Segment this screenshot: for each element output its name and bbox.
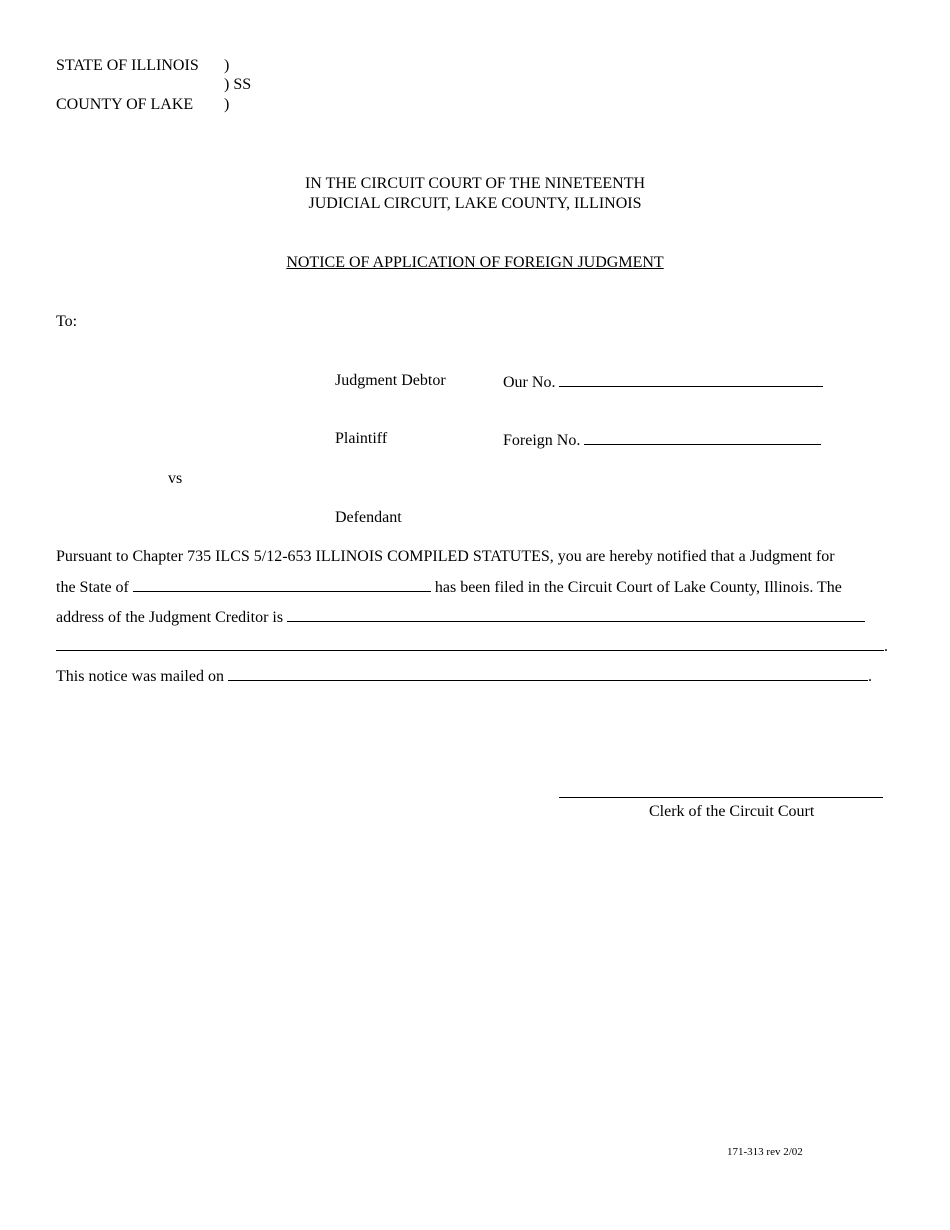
creditor-address-blank-2[interactable] [56, 635, 884, 651]
court-heading-line2: JUDICIAL CIRCUIT, LAKE COUNTY, ILLINOIS [308, 195, 642, 212]
foreign-no-label: Foreign No. [503, 432, 581, 449]
court-heading-line1: IN THE CIRCUIT COURT OF THE NINETEENTH [304, 175, 646, 192]
address-period: . [884, 638, 888, 655]
our-no-label: Our No. [503, 374, 556, 391]
state-of-blank[interactable] [133, 576, 431, 592]
address-prefix: address of the Judgment Creditor is [56, 609, 284, 626]
plaintiff-label: Plaintiff [335, 430, 388, 447]
our-no-blank[interactable] [559, 371, 823, 387]
body-line2 [56, 576, 894, 598]
to-label: To: [56, 313, 78, 330]
mailed-date-blank[interactable] [228, 665, 868, 681]
form-number: 171-313 rev 2/02 [727, 1146, 803, 1158]
document-title [0, 253, 950, 273]
venue-paren-bottom: ) [224, 96, 230, 113]
clerk-signature-line[interactable] [559, 782, 883, 798]
document-title-text: NOTICE OF APPLICATION OF FOREIGN JUDGMENT [286, 254, 664, 271]
body-line5 [56, 665, 894, 687]
our-no-field [503, 371, 823, 393]
creditor-address-blank[interactable] [287, 606, 865, 622]
state-prefix: the State of [56, 579, 129, 596]
state-suffix: has been filed in the Circuit Court of Lake County, Illinois. The [434, 579, 842, 596]
mailed-period: . [867, 668, 872, 685]
foreign-no-field [503, 429, 821, 451]
ss-label: ) SS [224, 76, 252, 93]
mailed-prefix: This notice was mailed on [56, 668, 224, 685]
state-label: STATE OF ILLINOIS [56, 57, 199, 74]
venue-paren-top: ) [224, 57, 230, 74]
clerk-label: Clerk of the Circuit Court [649, 803, 815, 820]
vs-label: vs [168, 470, 183, 487]
foreign-no-blank[interactable] [584, 429, 821, 445]
body-line4 [56, 635, 894, 657]
judgment-debtor-label: Judgment Debtor [335, 372, 446, 389]
defendant-label: Defendant [335, 509, 402, 526]
body-line1: Pursuant to Chapter 735 ILCS 5/12-653 ILLINOIS COMPILED STATUTES, you are hereby notified that a Judgment for [56, 548, 835, 565]
county-label: COUNTY OF LAKE [56, 96, 194, 113]
body-line3 [56, 606, 894, 628]
